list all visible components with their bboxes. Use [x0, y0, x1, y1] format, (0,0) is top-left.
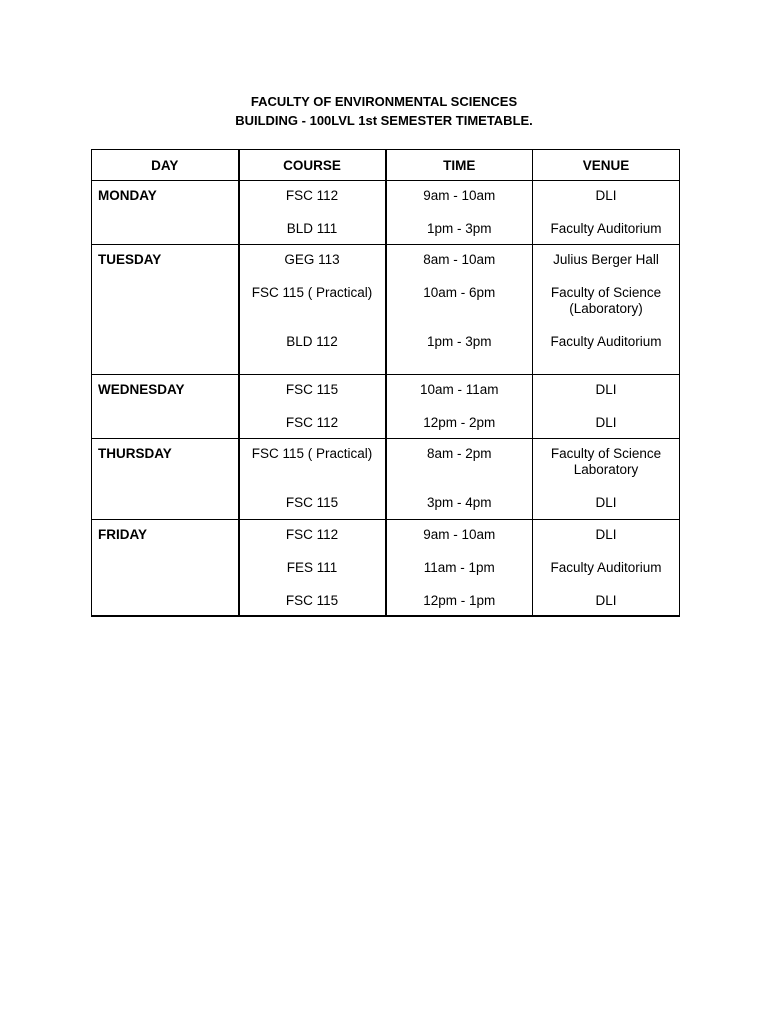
venue-entry: Faculty of Science (Laboratory): [550, 285, 662, 316]
course-entry: FSC 115: [285, 382, 339, 397]
course-entry: FSC 115: [285, 495, 339, 510]
venue-entry: Faculty Auditorium: [550, 334, 662, 349]
course-entry: FSC 112: [285, 415, 339, 430]
time-entry: 1pm - 3pm: [426, 221, 492, 236]
time-entry: 1pm - 3pm: [426, 334, 492, 349]
time-cell: [386, 375, 533, 439]
course-cell: [239, 520, 386, 617]
time-entry: 8am - 10am: [423, 252, 496, 267]
venue-entry: DLI: [595, 415, 617, 430]
course-entry: FSC 115 ( Practical): [251, 446, 373, 461]
timetable: [91, 149, 680, 617]
time-entry: 12pm - 2pm: [423, 415, 496, 430]
venue-cell: [533, 375, 680, 439]
time-entry: 12pm - 1pm: [423, 593, 496, 608]
table-row: [92, 375, 680, 439]
venue-entry: DLI: [595, 527, 617, 542]
table-row: [92, 181, 680, 245]
venue-cell: [533, 181, 680, 245]
time-cell: [386, 245, 533, 375]
venue-entry: Faculty Auditorium: [550, 221, 662, 236]
time-entry: 10am - 11am: [419, 382, 499, 397]
time-entry: 3pm - 4pm: [426, 495, 492, 510]
table-row: [92, 439, 680, 520]
course-entry: FSC 115 ( Practical): [251, 285, 373, 300]
course-cell: [239, 245, 386, 375]
course-entry: GEG 113: [284, 252, 340, 267]
venue-cell: [533, 245, 680, 375]
venue-entry: DLI: [595, 382, 617, 397]
time-entry: 10am - 6pm: [423, 285, 496, 300]
time-cell: [386, 520, 533, 617]
header-row: [92, 150, 680, 181]
course-entry: BLD 112: [286, 334, 338, 349]
day-cell: TUESDAY: [92, 245, 239, 375]
day-cell: THURSDAY: [92, 439, 239, 520]
day-cell: FRIDAY: [92, 520, 239, 617]
course-cell: [239, 181, 386, 245]
venue-entry: Faculty of Science Laboratory: [550, 446, 662, 477]
time-cell: [386, 439, 533, 520]
course-cell: [239, 439, 386, 520]
day-cell: MONDAY: [92, 181, 239, 245]
time-cell: [386, 181, 533, 245]
header-course: COURSE: [239, 150, 386, 181]
table-row: [92, 520, 680, 617]
header-venue: VENUE: [533, 150, 680, 181]
venue-cell: [533, 439, 680, 520]
time-entry: 8am - 2pm: [426, 446, 492, 461]
day-cell: WEDNESDAY: [92, 375, 239, 439]
venue-entry: DLI: [595, 495, 617, 510]
course-entry: FSC 115: [285, 593, 339, 608]
venue-entry: DLI: [595, 188, 617, 203]
document-title: [0, 92, 768, 130]
venue-entry: Faculty Auditorium: [550, 560, 662, 575]
time-entry: 9am - 10am: [423, 527, 496, 542]
venue-entry: Julius Berger Hall: [553, 252, 659, 267]
course-entry: FSC 112: [285, 527, 339, 542]
header-day: DAY: [92, 150, 239, 181]
course-entry: FSC 112: [285, 188, 339, 203]
course-entry: BLD 111: [286, 221, 338, 236]
title-line-1: FACULTY OF ENVIRONMENTAL SCIENCES: [250, 94, 518, 109]
header-time: TIME: [386, 150, 533, 181]
venue-cell: [533, 520, 680, 617]
course-entry: FES 111: [286, 560, 338, 575]
table-row: [92, 245, 680, 375]
time-entry: 9am - 10am: [423, 188, 496, 203]
title-line-2: BUILDING - 100LVL 1st SEMESTER TIMETABLE.: [235, 113, 533, 128]
venue-entry: DLI: [595, 593, 617, 608]
course-cell: [239, 375, 386, 439]
time-entry: 11am - 1pm: [423, 560, 495, 575]
